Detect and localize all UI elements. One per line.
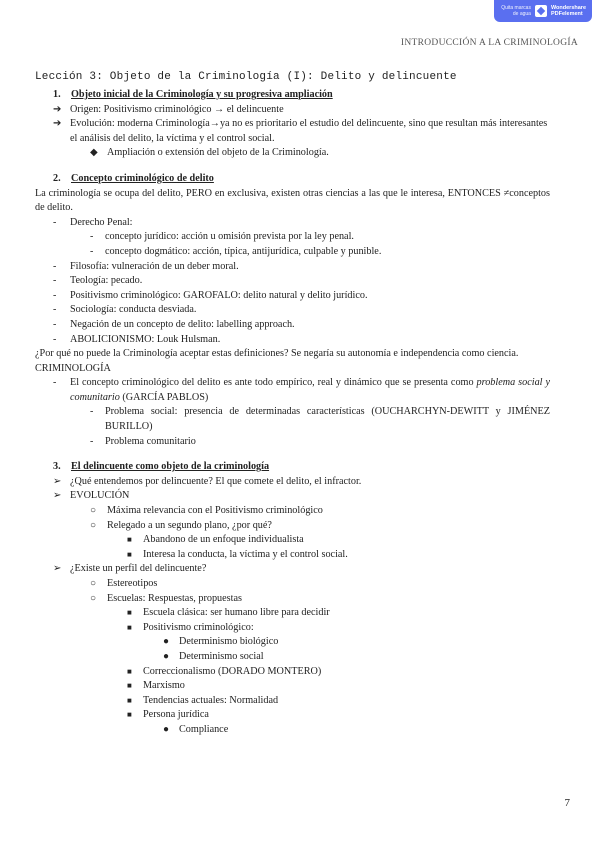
section-number: 3. (53, 461, 61, 473)
list-item: ■ Correccionalismo (DORADO MONTERO) (35, 665, 550, 680)
section-title: Objeto inicial de la Criminología y su progresiva ampliación (71, 89, 333, 100)
watermark-remove-text: Quita marcas de agua (501, 5, 531, 17)
list-item: - Filosofía: vulneración de un deber moral. (53, 260, 239, 272)
circle-bullet-icon: ○ (90, 519, 97, 531)
square-bullet-icon: ■ (127, 535, 132, 545)
section-3-heading (35, 460, 550, 475)
square-bullet-icon: ■ (127, 549, 132, 559)
list-item: ➢ EVOLUCIÓN (35, 489, 550, 504)
arrow-bullet-icon: ➔ (53, 103, 62, 115)
square-bullet-icon: ■ (127, 710, 132, 720)
dot-bullet-icon: ● (163, 636, 170, 648)
list-item: ■ Persona jurídica (35, 708, 550, 723)
list-item: ■ Positivismo criminológico: (35, 621, 550, 636)
list-item: ■ Tendencias actuales: Normalidad (35, 694, 550, 709)
square-bullet-icon: ■ (127, 695, 132, 705)
list-item: ■ Escuela clásica: ser humano libre para decidir (35, 606, 550, 621)
list-item: ● Determinismo biológico (35, 635, 550, 650)
square-bullet-icon: ■ (127, 608, 132, 618)
list-item: - ABOLICIONISMO: Louk Hulsman. (53, 333, 221, 345)
section-number: 2. (53, 172, 61, 184)
criminologia-heading: CRIMINOLOGÍA (35, 362, 111, 374)
list-item: ● Compliance (35, 723, 550, 738)
arrowhead-bullet-icon: ➢ (53, 490, 62, 502)
circle-bullet-icon: ○ (90, 578, 97, 589)
watermark-brand (551, 5, 586, 18)
list-item: - Derecho Penal: (53, 216, 133, 228)
list-item: ○ Estereotipos (35, 577, 550, 592)
list-item: - Problema social: presencia de determinadas características (OUCHARCHYN-DEWITT y JIMÉNEZ BURILLO) (90, 406, 550, 433)
list-item: - Problema comunitario (90, 435, 196, 447)
watermark-badge[interactable] (494, 0, 592, 22)
diamond-bullet-icon: ◆ (90, 147, 98, 159)
list-item: - concepto jurídico: acción u omisión prevista por la ley penal. (90, 231, 354, 243)
dot-bullet-icon: ● (163, 650, 170, 662)
watermark-brand-top: Wondershare (550, 4, 586, 11)
section-2-heading (35, 172, 550, 187)
page-number: 7 (564, 797, 570, 809)
list-item: - concepto dogmático: acción, típica, antijurídica, culpable y punible. (90, 245, 382, 257)
list-item: ○ Máxima relevancia con el Positivismo criminológico (35, 504, 550, 519)
list-item: - Teología: pecado. (53, 275, 143, 287)
circle-bullet-icon: ○ (90, 505, 97, 517)
list-item: ➔ Origen: Positivismo criminológico → el delincuente (35, 103, 550, 118)
square-bullet-icon: ■ (127, 681, 132, 691)
section-number: 1. (53, 89, 61, 100)
list-item: ■ Marxismo (35, 679, 550, 694)
list-item: ➢ ¿Qué entendemos por delincuente? El que comete el delito, el infractor. (35, 475, 550, 490)
list-item: ● Determinismo social (35, 650, 550, 665)
running-head: INTRODUCCIÓN A LA CRIMINOLOGÍA (400, 38, 578, 48)
dot-bullet-icon: ● (163, 723, 170, 735)
list-item: ➔ Evolución: moderna Criminología→ya no es prioritario el estudio del delincuente, sino que resultan más interesantes el análisis del delito, la víctima y el control social. (53, 118, 548, 144)
list-item: ○ Relegado a un segundo plano, ¿por qué? (35, 519, 550, 534)
arrow-bullet-icon: ➔ (53, 118, 62, 130)
list-item: ○ Escuelas: Respuestas, propuestas (35, 592, 550, 607)
arrowhead-bullet-icon: ➢ (53, 563, 62, 575)
page-content (35, 70, 550, 738)
section-2-question: ¿Por qué no puede la Criminología aceptar estas definiciones? Se negaría su autonomía e independencia como ciencia. (35, 348, 519, 360)
square-bullet-icon: ■ (127, 622, 132, 632)
section-2-intro: La criminología se ocupa del delito, PERO en exclusiva, existen otras ciencias a las que le interesa, ENTONCES ≠conceptos de delito. (35, 187, 550, 214)
lesson-title: Lección 3: Objeto de la Criminología (I): Delito y delincuente (35, 71, 457, 83)
square-bullet-icon: ■ (127, 666, 132, 676)
list-item: - Sociología: conducta desviada. (53, 304, 197, 316)
list-item: ◆ Ampliación o extensión del objeto de la Criminología. (35, 146, 550, 161)
list-item: - El concepto criminológico del delito es ante todo empírico, real y dinámico que se presenta como problema social y comunitario (GARCÍA PABLOS) (53, 377, 551, 403)
pdfelement-logo-icon (535, 5, 547, 17)
list-item: ■ Abandono de un enfoque individualista (35, 533, 550, 548)
section-1-heading (35, 88, 550, 103)
circle-bullet-icon: ○ (90, 592, 97, 604)
list-item: - Positivismo criminológico: GAROFALO: delito natural y delito jurídico. (53, 289, 368, 301)
list-item: ➢ ¿Existe un perfil del delincuente? (35, 562, 550, 577)
list-item: ■ Interesa la conducta, la víctima y el control social. (35, 548, 550, 563)
section-title: El delincuente como objeto de la criminología (71, 461, 270, 473)
list-item: - Negación de un concepto de delito: labelling approach. (53, 318, 295, 330)
section-title: Concepto criminológico de delito (71, 172, 214, 184)
watermark-brand-bottom: PDFelement (550, 11, 583, 17)
arrowhead-bullet-icon: ➢ (53, 475, 62, 487)
